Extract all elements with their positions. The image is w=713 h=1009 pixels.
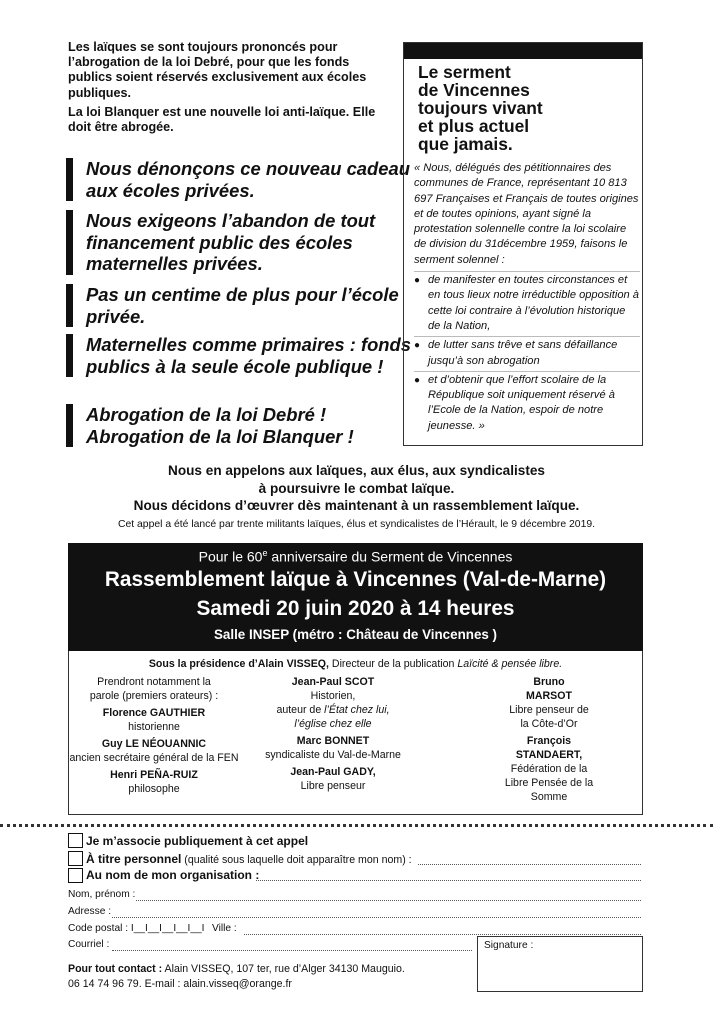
associate-label: Je m’associe publiquement à cet appel <box>86 834 309 848</box>
appeal-note: Cet appel a été lancé par trente militants laïques, élus et syndicalistes de l’Hérault, le 9 décembre 2019. <box>117 519 596 530</box>
name-label: Nom, prénom : <box>68 889 136 900</box>
associate-checkbox[interactable] <box>68 833 83 848</box>
city-field[interactable] <box>244 934 641 935</box>
serment-item: ● de lutter sans trêve et sans défaillance jusqu’à son abrogation <box>414 336 640 371</box>
speaker-desc: Libre penseur <box>300 780 366 792</box>
serment-title-line: de Vincennes <box>418 80 530 100</box>
speaker-desc: auteur de <box>276 704 325 716</box>
contact-address: Alain VISSEQ, 107 ter, rue d’Alger 34130 Mauguio. <box>162 963 405 975</box>
serment-title-line: et plus actuel <box>418 116 530 136</box>
speakers-box <box>68 651 643 815</box>
appeal-text <box>0 462 713 515</box>
signature-label: Signature : <box>484 940 534 951</box>
presidence-line <box>69 657 642 671</box>
contact-label: Pour tout contact : <box>68 963 163 975</box>
banner-date: Samedi 20 juin 2020 à 14 heures <box>196 597 515 620</box>
email-field[interactable] <box>112 950 472 951</box>
personal-label <box>86 852 412 866</box>
name-field[interactable] <box>136 900 641 901</box>
serment-title-line: que jamais. <box>418 134 513 154</box>
slogan-2: Nous exigeons l’abandon de tout financement public des écoles maternelles privées. <box>66 210 421 275</box>
presidence-publication: Laïcité & pensée libre. <box>457 658 563 670</box>
speaker-name: Florence GAUTHIER <box>102 707 206 719</box>
banner-anniversary-b: anniversaire du Serment de Vincennes <box>267 548 513 565</box>
speakers-intro: Prendront notamment la parole (premiers orateurs) : <box>89 676 219 702</box>
appeal-line-3: Nous décidons d’œuvrer dès maintenant à un rassemblement laïque. <box>133 498 580 513</box>
signature-box[interactable] <box>477 936 643 992</box>
speakers-column-3 <box>459 675 639 807</box>
serment-title <box>418 63 543 153</box>
speaker-desc: philosophe <box>128 783 180 795</box>
speaker-name: Marc BONNET <box>296 735 370 747</box>
serment-header-bar <box>404 43 642 59</box>
speaker-name: François STANDAERT, <box>515 735 583 761</box>
serment-item: ● de manifester en toutes circonstances et en tous lieux notre irréductible opposition à cette loi contraire à l’évolution historique de la Nation, <box>414 271 640 336</box>
appeal-line-1: Nous en appelons aux laïques, aux élus, aux syndicalistes <box>168 463 545 478</box>
organisation-field-line[interactable] <box>256 880 641 881</box>
intro-paragraph-2: La loi Blanquer est une nouvelle loi anti-laïque. Elle doit être abrogée. <box>68 104 376 135</box>
organisation-checkbox[interactable] <box>68 868 83 883</box>
serment-box <box>403 42 643 446</box>
intro-paragraph-1: Les laïques se sont toujours prononcés pour l’abrogation de la loi Debré, pour que les fonds publics soient réservés exclusivement aux écoles publiques. <box>68 40 367 100</box>
personal-label-note: (qualité sous laquelle doit apparaître mon nom) : <box>181 854 412 866</box>
speaker-desc: Libre penseur de la Côte-d’Or <box>509 704 589 730</box>
speaker-book: l’État chez lui, l’église chez elle <box>294 704 390 730</box>
speaker <box>235 675 431 731</box>
contact-info <box>68 962 405 992</box>
intro-text <box>68 40 393 139</box>
banner-superscript: e <box>262 548 268 558</box>
personal-label-text: À titre personnel <box>86 852 182 866</box>
serment-list <box>414 271 640 436</box>
speaker <box>459 675 639 731</box>
serment-text <box>414 161 640 436</box>
address-label: Adresse : <box>68 906 112 917</box>
banner-title: Rassemblement laïque à Vincennes (Val-de-Marne) <box>104 568 607 591</box>
speaker-desc: Historien, <box>310 690 356 702</box>
speaker <box>69 768 239 796</box>
banner-anniversary-a: Pour le 60 <box>198 548 263 565</box>
serment-title-line: Le serment <box>418 62 511 82</box>
speaker-name: Guy LE NÉOUANNIC <box>101 738 207 750</box>
slogan-4: Maternelles comme primaires : fonds publics à la seule école publique ! <box>66 334 421 377</box>
slogan-5: Abrogation de la loi Debré ! Abrogation de la loi Blanquer ! <box>66 404 421 447</box>
speaker-name: Jean-Paul SCOT <box>291 676 375 688</box>
personal-field-line[interactable] <box>418 864 641 865</box>
contact-line-1 <box>68 962 405 977</box>
speaker-name: Bruno MARSOT <box>526 676 572 702</box>
slogan-3: Pas un centime de plus pour l’école privée. <box>66 284 421 327</box>
speaker-name: Henri PEÑA-RUIZ <box>110 769 198 781</box>
speaker-desc: Fédération de la Libre Pensée de la Somme <box>504 763 594 803</box>
speaker <box>235 765 431 793</box>
contact-line-2: 06 14 74 96 79. E-mail : alain.visseq@orange.fr <box>68 978 292 990</box>
speaker <box>459 734 639 804</box>
serment-item: ● et d’obtenir que l’effort scolaire de la République soit uniquement réservé à l’Ecole de la Nation, espoir de notre jeunesse. » <box>414 371 640 436</box>
speaker-desc: syndicaliste du Val-de-Marne <box>265 749 401 761</box>
presidence-role: Directeur de la publication <box>328 658 458 670</box>
serment-title-line: toujours vivant <box>418 98 543 118</box>
organisation-label: Au nom de mon organisation : <box>86 868 260 882</box>
personal-checkbox[interactable] <box>68 851 83 866</box>
banner-venue: Salle INSEP (métro : Château de Vincennes ) <box>213 627 498 642</box>
speaker-desc: ancien secrétaire général de la FEN <box>69 752 239 764</box>
serment-intro: « Nous, délégués des pétitionnaires des communes de France, représentant 10 813 697 Françaises et Français de toutes origines et de toutes opinions, ayant signé la protestation solennelle contre la loi scolaire de division du 31décembre 1959, faisons le serment solennel : <box>414 162 639 266</box>
cut-line <box>0 824 713 827</box>
speaker <box>235 734 431 762</box>
event-banner <box>68 543 643 651</box>
speakers-column-2 <box>235 675 431 796</box>
email-label: Courriel : <box>68 939 110 950</box>
speaker-desc: historienne <box>128 721 180 733</box>
presidence-name: Sous la présidence d’Alain VISSEQ, <box>148 658 329 670</box>
slogan-1: Nous dénonçons ce nouveau cadeau aux écoles privées. <box>66 158 421 201</box>
city-label: Ville : <box>212 923 237 934</box>
appeal-line-2: à poursuivre le combat laïque. <box>258 480 455 496</box>
speaker <box>69 737 239 765</box>
speakers-column-1 <box>69 675 239 799</box>
banner-anniversary <box>68 548 643 565</box>
address-field[interactable] <box>112 917 641 918</box>
speaker-name: Jean-Paul GADY, <box>290 766 376 778</box>
postal-code-field[interactable]: Code postal : I__I__I__I__I__I <box>68 923 205 934</box>
speaker <box>69 706 239 734</box>
